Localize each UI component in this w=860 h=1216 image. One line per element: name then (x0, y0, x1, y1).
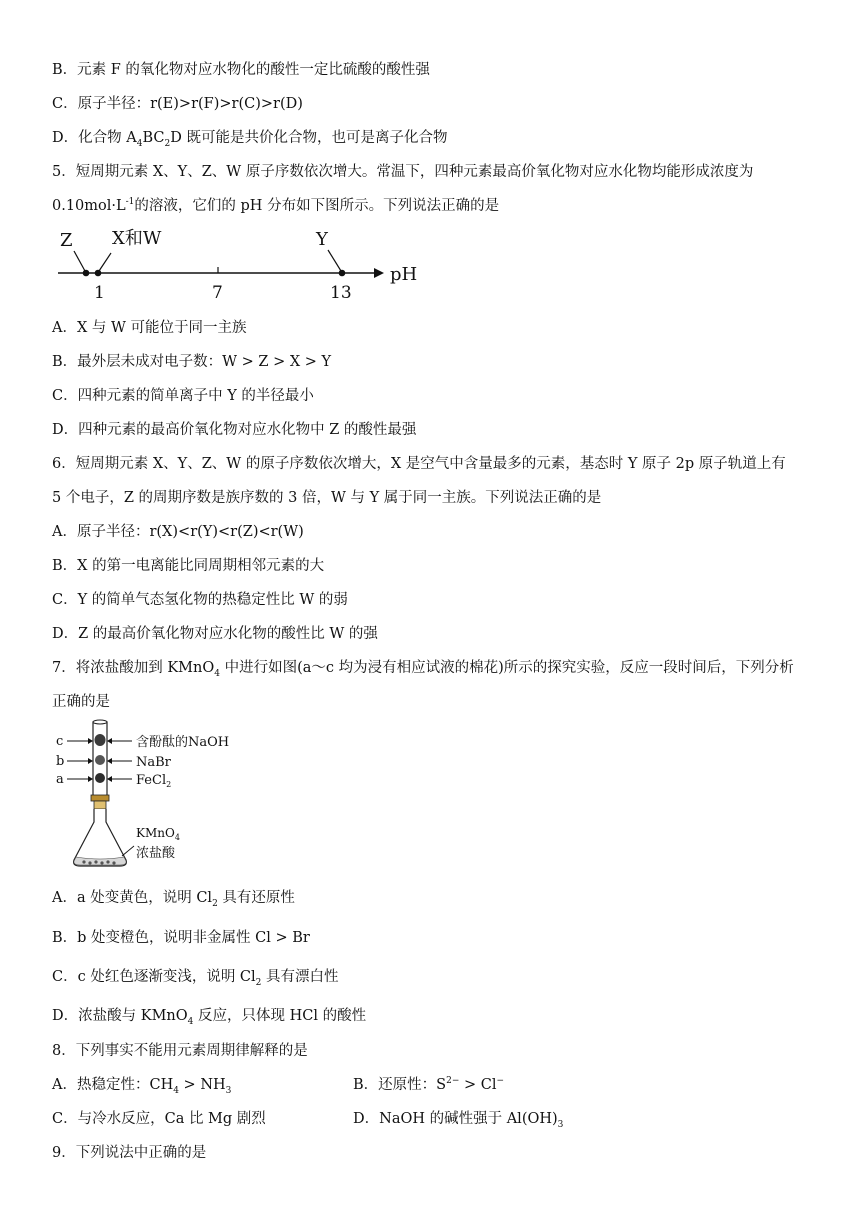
q8-option-a: A．热稳定性：$CH_4 > NH_3$ (52, 1077, 232, 1096)
conical-flask (74, 809, 127, 866)
cotton-a (95, 773, 105, 783)
q5-stem-line1: 5．短周期元素 X、Y、Z、W 原子序数依次增大。常温下，四种元素最高价氧化物对应水化物均能形成浓度为 (52, 164, 754, 180)
y-leader-line (328, 250, 341, 271)
tube-mouth (93, 720, 107, 724)
tick-label-1: 1 (94, 283, 105, 303)
label-b: b (56, 754, 65, 769)
q5-stem-line2: $0.10mol\cdot L^{-1}$的溶液，它们的 pH 分布如下图所示。下列说法正确的是 (52, 197, 500, 214)
y-point (339, 270, 346, 277)
q7-stem-line2: 正确的是 (52, 694, 110, 710)
q5-option-a: A．X 与 W 可能位于同一主族 (52, 320, 247, 336)
z-leader-line (74, 251, 85, 271)
q4-option-d: D．化合物 $A_4BC_2D$ 既可能是共价化合物，也可是离子化合物 (52, 130, 448, 149)
q5-option-c: C．四种元素的简单离子中 Y 的半径最小 (52, 388, 314, 404)
q9-stem: 9．下列说法中正确的是 (52, 1145, 207, 1161)
z-point (83, 270, 90, 277)
q7-stem-line1: 7．将浓盐酸加到 KMnO$_4$ 中进行如图(a～c 均为浸有相应试液的棉花)所示的探究实验，反应一段时间后，下列分析 (52, 660, 794, 679)
cotton-b (95, 755, 105, 765)
q6-stem-line1: 6．短周期元素 X、Y、Z、W 的原子序数依次增大，X 是空气中含量最多的元素，基态时 Y 原子 2p 原子轨道上有 (52, 456, 786, 472)
q8-stem: 8．下列事实不能用元素周期律解释的是 (52, 1043, 308, 1059)
reagent-b: NaBr (136, 755, 171, 770)
q6-option-c: C．Y 的简单气态氢化物的热稳定性比 W 的弱 (52, 592, 348, 608)
apparatus-figure (52, 716, 252, 876)
ph-axis-arrow-icon (374, 268, 384, 278)
stopper-lower (94, 801, 106, 809)
q6-option-d: D．Z 的最高价氧化物对应水化物的酸性比 W 的强 (52, 626, 378, 642)
q7-option-c: C．c 处红色逐渐变浅，说明 $Cl_2$ 具有漂白性 (52, 969, 339, 988)
q7-option-a: A．a 处变黄色，说明 $Cl_2$ 具有还原性 (52, 890, 295, 909)
label-c: c (56, 734, 64, 749)
q5-option-d: D．四种元素的最高价氧化物对应水化物中 Z 的酸性最强 (52, 422, 417, 438)
q6-option-b: B．X 的第一电离能比同周期相邻元素的大 (52, 558, 325, 574)
xw-leader-line (99, 253, 111, 271)
q4-option-c: C．原子半径：r(E)>r(F)>r(C)>r(D) (52, 96, 303, 112)
q7-option-b: B．b 处变橙色，说明非金属性 Cl > Br (52, 930, 310, 946)
q8-option-c: C．与冷水反应，Ca 比 Mg 剧烈 (52, 1111, 266, 1127)
tick-label-13: 13 (330, 283, 352, 303)
xw-point (95, 270, 102, 277)
flask-reagent-hcl: 浓盐酸 (136, 846, 176, 861)
q7-option-d: D．浓盐酸与 KMnO$_4$ 反应，只体现 HCl 的酸性 (52, 1008, 367, 1027)
label-a: a (56, 772, 64, 787)
ph-axis-label: pH (390, 264, 418, 285)
reagent-c: 含酚酞的NaOH (136, 735, 230, 750)
q6-option-a: A．原子半径：r(X)<r(Y)<r(Z)<r(W) (52, 524, 304, 540)
q6-stem-line2: 5 个电子，Z 的周期序数是族序数的 3 倍，W 与 Y 属于同一主族。下列说法正确的是 (52, 490, 602, 506)
z-label: Z (60, 230, 73, 251)
q8-option-d: D．NaOH 的碱性强于 $Al(OH)_3$ (353, 1111, 564, 1130)
ph-number-line-figure (52, 222, 432, 306)
q5-option-b: B．最外层未成对电子数：W > Z > X > Y (52, 354, 332, 370)
q8-option-b: B．还原性：$S^{2-} > Cl^-$ (353, 1076, 505, 1093)
reagent-a: FeCl$_2$ (136, 773, 172, 789)
tick-label-7: 7 (212, 283, 223, 303)
stopper (91, 795, 109, 801)
q4-option-b: B．元素 F 的氧化物对应水物化的酸性一定比硫酸的酸性强 (52, 62, 430, 78)
xw-label: X和W (112, 228, 162, 249)
y-label: Y (316, 229, 328, 250)
flask-reagent-kmno4: KMnO$_4$ (136, 826, 180, 842)
cotton-c (95, 734, 106, 746)
